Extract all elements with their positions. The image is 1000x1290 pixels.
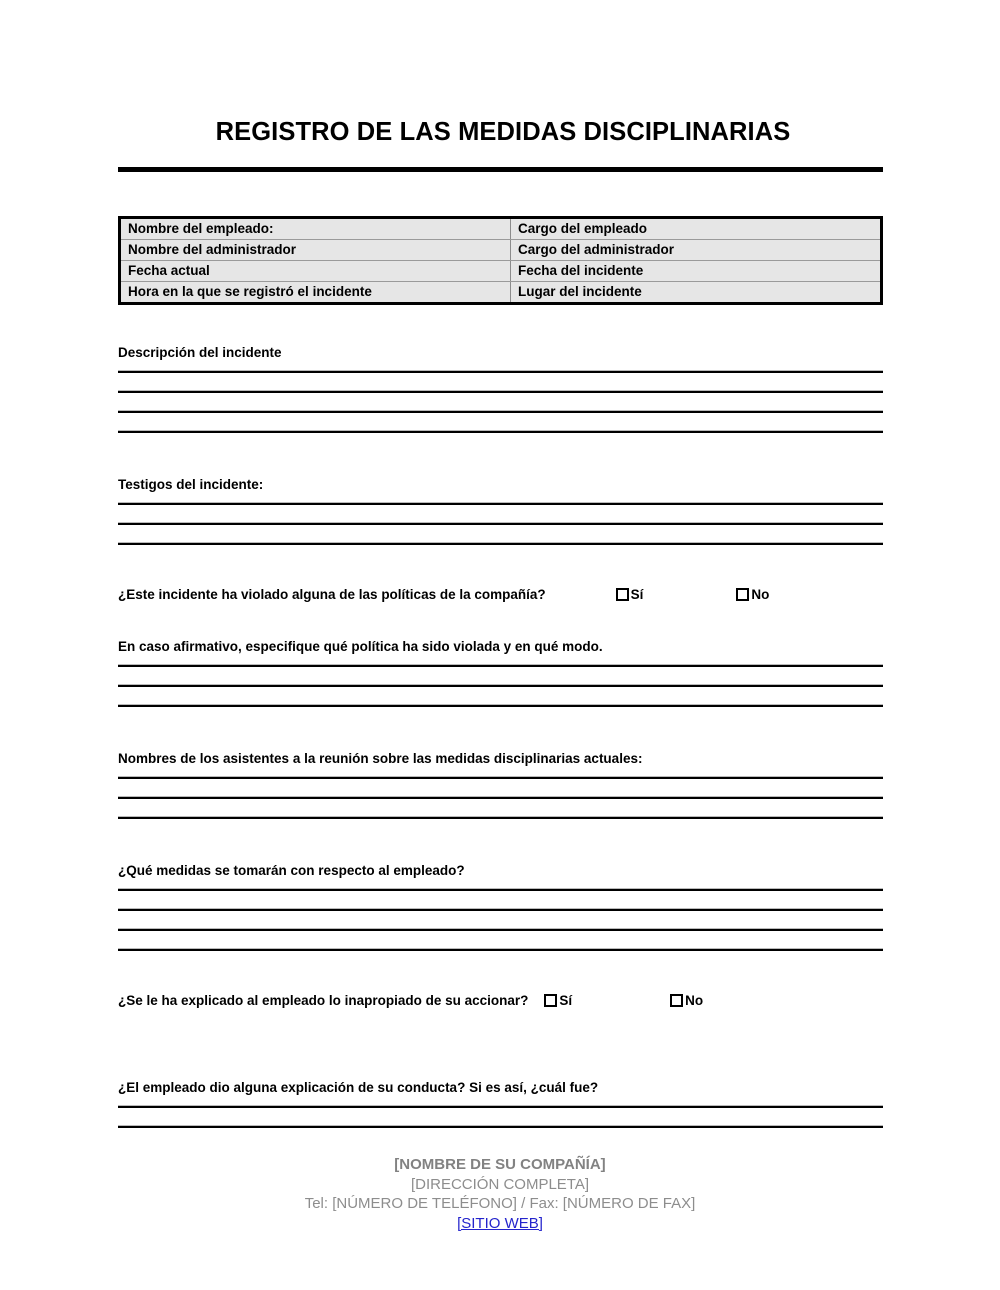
- write-line[interactable]: [118, 776, 883, 779]
- footer-website-link[interactable]: [SITIO WEB]: [457, 1214, 543, 1232]
- witnesses-lines: [118, 502, 883, 545]
- checkbox-icon[interactable]: [616, 588, 629, 601]
- policy-violation-no-label: No: [751, 587, 770, 603]
- checkbox-icon[interactable]: [736, 588, 749, 601]
- current-date-cell[interactable]: Fecha actual: [120, 261, 511, 282]
- policy-detail-label: En caso afirmativo, especifique qué política ha sido violada y en qué modo.: [118, 639, 603, 655]
- explained-yes-option[interactable]: [544, 993, 572, 1008]
- question-explained-to-employee: [118, 993, 883, 1008]
- write-line[interactable]: [118, 502, 883, 505]
- write-line[interactable]: [118, 796, 883, 799]
- write-line[interactable]: [118, 664, 883, 667]
- explained-yes-label: Sí: [559, 993, 573, 1009]
- write-line[interactable]: [118, 684, 883, 687]
- section-attendees: [118, 751, 883, 819]
- explained-no-label: No: [685, 993, 704, 1009]
- footer-website-link-wrapper: [0, 1214, 1000, 1234]
- checkbox-icon[interactable]: [670, 994, 683, 1007]
- write-line[interactable]: [118, 928, 883, 931]
- incident-time-cell[interactable]: Hora en la que se registró el incidente: [120, 282, 511, 304]
- actions-lines: [118, 888, 883, 951]
- section-policy-detail: [118, 639, 883, 707]
- attendees-label: Nombres de los asistentes a la reunión sobre las medidas disciplinarias actuales:: [118, 751, 643, 767]
- page-footer: [0, 1155, 1000, 1233]
- write-line[interactable]: [118, 370, 883, 373]
- table-row: [120, 240, 882, 261]
- footer-company-name: [NOMBRE DE SU COMPAÑÍA]: [394, 1156, 606, 1173]
- write-line[interactable]: [118, 542, 883, 545]
- write-line[interactable]: [118, 1105, 883, 1108]
- table-row: [120, 282, 882, 304]
- incident-description-lines: [118, 370, 883, 433]
- write-line[interactable]: [118, 816, 883, 819]
- page-title: REGISTRO DE LAS MEDIDAS DISCIPLINARIAS: [215, 118, 791, 146]
- policy-violation-question-text: ¿Este incidente ha violado alguna de las políticas de la compañía?: [118, 587, 546, 603]
- employee-name-cell[interactable]: Nombre del empleado:: [120, 218, 511, 240]
- write-line[interactable]: [118, 522, 883, 525]
- explained-question-text: ¿Se le ha explicado al empleado lo inapropiado de su accionar?: [118, 993, 529, 1009]
- write-line[interactable]: [118, 410, 883, 413]
- policy-violation-no-option[interactable]: [736, 587, 769, 602]
- footer-contact: Tel: [NÚMERO DE TELÉFONO] / Fax: [NÚMERO DE FAX]: [304, 1195, 696, 1212]
- write-line[interactable]: [118, 908, 883, 911]
- info-table-wrapper: [118, 216, 882, 305]
- write-line[interactable]: [118, 948, 883, 951]
- write-line[interactable]: [118, 390, 883, 393]
- question-policy-violation: [118, 587, 883, 602]
- employee-position-cell[interactable]: Cargo del empleado: [511, 218, 882, 240]
- manager-position-cell[interactable]: Cargo del administrador: [511, 240, 882, 261]
- policy-violation-yes-option[interactable]: [616, 587, 644, 602]
- policy-violation-yes-label: Sí: [630, 587, 644, 603]
- explained-no-option[interactable]: [670, 993, 703, 1008]
- section-witnesses: [118, 477, 883, 545]
- manager-name-cell[interactable]: Nombre del administrador: [120, 240, 511, 261]
- policy-detail-lines: [118, 664, 883, 707]
- explanation-label: ¿El empleado dio alguna explicación de su conducta? Si es así, ¿cuál fue?: [118, 1080, 599, 1096]
- explanation-lines: [118, 1105, 883, 1128]
- incident-description-label: Descripción del incidente: [118, 345, 282, 361]
- actions-label: ¿Qué medidas se tomarán con respecto al empleado?: [118, 863, 465, 879]
- section-actions: [118, 863, 883, 951]
- footer-address: [DIRECCIÓN COMPLETA]: [410, 1175, 590, 1193]
- table-row: [120, 261, 882, 282]
- write-line[interactable]: [118, 1125, 883, 1128]
- section-explanation: [118, 1080, 883, 1128]
- write-line[interactable]: [118, 888, 883, 891]
- title-divider: [118, 167, 883, 172]
- title-block: [118, 0, 882, 172]
- write-line[interactable]: [118, 704, 883, 707]
- attendees-lines: [118, 776, 883, 819]
- checkbox-icon[interactable]: [544, 994, 557, 1007]
- witnesses-label: Testigos del incidente:: [118, 477, 264, 493]
- table-row: [120, 218, 882, 240]
- section-incident-description: [118, 345, 883, 433]
- incident-date-cell[interactable]: Fecha del incidente: [511, 261, 882, 282]
- incident-info-table: [118, 216, 883, 305]
- incident-place-cell[interactable]: Lugar del incidente: [511, 282, 882, 304]
- write-line[interactable]: [118, 430, 883, 433]
